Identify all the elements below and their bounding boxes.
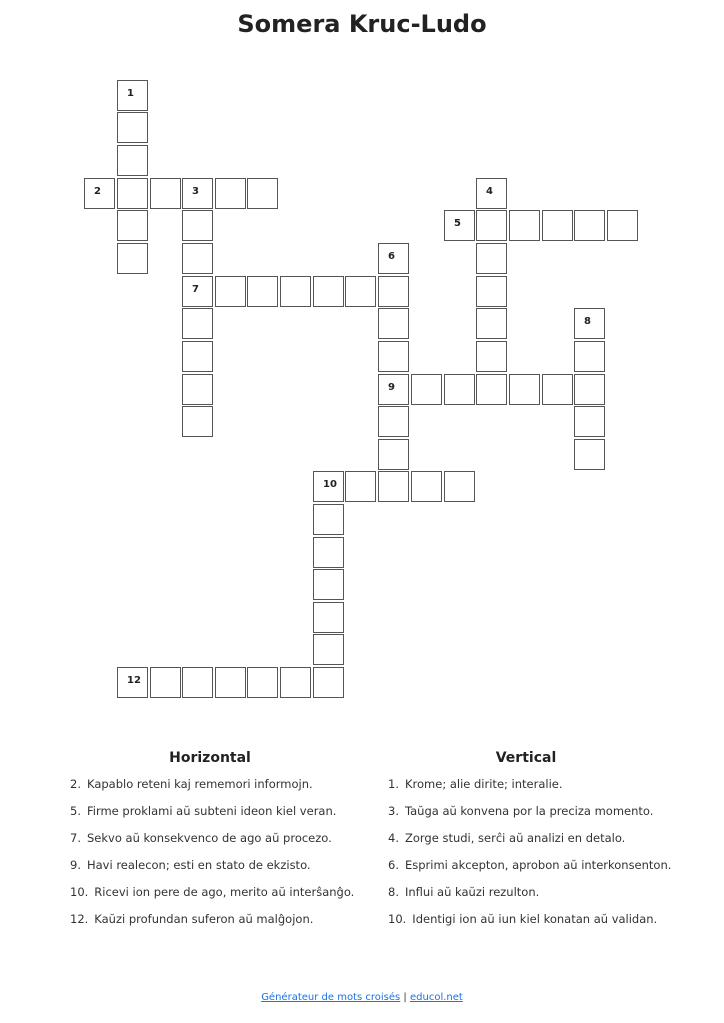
grid-cell[interactable] bbox=[378, 308, 409, 339]
grid-cell[interactable] bbox=[182, 341, 213, 372]
grid-cell[interactable] bbox=[182, 667, 213, 698]
clue-number: 2 bbox=[94, 186, 101, 197]
clue-item: 5. Firme proklami aŭ subteni ideon kiel veran. bbox=[70, 804, 337, 818]
grid-cell[interactable] bbox=[378, 276, 409, 307]
grid-cell[interactable] bbox=[574, 210, 605, 241]
grid-cell[interactable] bbox=[117, 178, 148, 209]
clue-item: 6. Esprimi akcepton, aprobon aŭ interkonsenton. bbox=[388, 858, 672, 872]
grid-cell[interactable] bbox=[345, 471, 376, 502]
grid-cell[interactable] bbox=[476, 210, 507, 241]
grid-cell[interactable] bbox=[378, 406, 409, 437]
grid-cell[interactable] bbox=[378, 439, 409, 470]
grid-cell[interactable] bbox=[378, 243, 409, 274]
grid-cell[interactable] bbox=[247, 178, 278, 209]
grid-cell[interactable] bbox=[313, 602, 344, 633]
grid-cell[interactable] bbox=[378, 341, 409, 372]
clue-number: 1 bbox=[127, 88, 134, 99]
clue-number: 12 bbox=[127, 675, 141, 686]
site-link[interactable]: educol.net bbox=[409, 992, 463, 1003]
grid-cell[interactable] bbox=[182, 406, 213, 437]
grid-cell[interactable] bbox=[509, 210, 540, 241]
page-title: Somera Kruc-Ludo bbox=[237, 10, 487, 38]
grid-cell[interactable] bbox=[476, 308, 507, 339]
grid-cell[interactable] bbox=[444, 471, 475, 502]
grid-cell[interactable] bbox=[444, 210, 475, 241]
grid-cell[interactable] bbox=[280, 276, 311, 307]
grid-cell[interactable] bbox=[182, 210, 213, 241]
grid-cell[interactable] bbox=[411, 374, 442, 405]
clue-item: 4. Zorge studi, serĉi aŭ analizi en detalo. bbox=[388, 831, 626, 845]
grid-cell[interactable] bbox=[313, 537, 344, 568]
grid-cell[interactable] bbox=[476, 341, 507, 372]
grid-cell[interactable] bbox=[117, 243, 148, 274]
grid-cell[interactable] bbox=[345, 276, 376, 307]
grid-cell[interactable] bbox=[411, 471, 442, 502]
clue-item: 9. Havi realecon; esti en stato de ekzisto. bbox=[70, 858, 311, 872]
grid-cell[interactable] bbox=[84, 178, 115, 209]
clue-number: 10 bbox=[323, 479, 337, 490]
grid-cell[interactable] bbox=[574, 341, 605, 372]
grid-cell[interactable] bbox=[215, 178, 246, 209]
horizontal-clues bbox=[70, 750, 355, 938]
grid-cell[interactable] bbox=[117, 145, 148, 176]
grid-cell[interactable] bbox=[182, 243, 213, 274]
grid-cell[interactable] bbox=[313, 276, 344, 307]
grid-cell[interactable] bbox=[509, 374, 540, 405]
grid-cell[interactable] bbox=[574, 308, 605, 339]
clue-item: 2. Kapablo reteni kaj rememori informojn. bbox=[70, 777, 313, 791]
grid-cell[interactable] bbox=[607, 210, 638, 241]
grid-cell[interactable] bbox=[247, 667, 278, 698]
grid-cell[interactable] bbox=[313, 471, 344, 502]
grid-cell[interactable] bbox=[574, 374, 605, 405]
grid-cell[interactable] bbox=[313, 504, 344, 535]
clue-number: 8 bbox=[584, 316, 591, 327]
clue-item: 3. Taŭga aŭ konvena por la preciza momento. bbox=[388, 804, 654, 818]
clue-item: 10. Ricevi ion pere de ago, merito aŭ interŝanĝo. bbox=[70, 885, 355, 899]
grid-cell[interactable] bbox=[150, 178, 181, 209]
grid-cell[interactable] bbox=[313, 667, 344, 698]
clue-number: 5 bbox=[454, 218, 461, 229]
footer-separator: | bbox=[403, 992, 407, 1003]
grid-cell[interactable] bbox=[117, 210, 148, 241]
grid-cell[interactable] bbox=[378, 471, 409, 502]
grid-cell[interactable] bbox=[313, 634, 344, 665]
grid-cell[interactable] bbox=[574, 439, 605, 470]
grid-cell[interactable] bbox=[182, 308, 213, 339]
grid-cell[interactable] bbox=[476, 243, 507, 274]
grid-cell[interactable] bbox=[215, 667, 246, 698]
grid-cell[interactable] bbox=[117, 667, 148, 698]
grid-cell[interactable] bbox=[117, 80, 148, 111]
grid-cell[interactable] bbox=[215, 276, 246, 307]
footer bbox=[0, 992, 724, 1003]
grid-cell[interactable] bbox=[444, 374, 475, 405]
clue-item: 8. Influi aŭ kaŭzi rezulton. bbox=[388, 885, 540, 899]
clue-number: 4 bbox=[486, 186, 493, 197]
clue-item: 10. Identigi ion aŭ iun kiel konatan aŭ validan. bbox=[388, 912, 658, 926]
clue-item: 1. Krome; alie dirite; interalie. bbox=[388, 777, 563, 791]
clue-number: 3 bbox=[192, 186, 199, 197]
clue-item: 7. Sekvo aŭ konsekvenco de ago aŭ procezo. bbox=[70, 831, 332, 845]
grid-cell[interactable] bbox=[117, 112, 148, 143]
grid-cell[interactable] bbox=[378, 374, 409, 405]
grid-cell[interactable] bbox=[313, 569, 344, 600]
clue-number: 6 bbox=[388, 251, 395, 262]
grid-cell[interactable] bbox=[542, 374, 573, 405]
clue-item: 12. Kaŭzi profundan suferon aŭ malĝojon. bbox=[70, 912, 314, 926]
vertical-clues bbox=[388, 750, 688, 938]
grid-cell[interactable] bbox=[476, 178, 507, 209]
grid-cell[interactable] bbox=[150, 667, 181, 698]
grid-cell[interactable] bbox=[182, 276, 213, 307]
grid-cell[interactable] bbox=[574, 406, 605, 437]
grid-cell[interactable] bbox=[182, 178, 213, 209]
grid-cell[interactable] bbox=[476, 374, 507, 405]
grid-cell[interactable] bbox=[280, 667, 311, 698]
grid-cell[interactable] bbox=[247, 276, 278, 307]
grid-cell[interactable] bbox=[476, 276, 507, 307]
clue-number: 7 bbox=[192, 284, 199, 295]
vertical-heading: Vertical bbox=[495, 750, 557, 766]
grid-cell[interactable] bbox=[542, 210, 573, 241]
grid-cell[interactable] bbox=[182, 374, 213, 405]
horizontal-heading: Horizontal bbox=[169, 750, 251, 766]
clue-number: 9 bbox=[388, 382, 395, 393]
generator-link[interactable]: Générateur de mots croisés bbox=[261, 992, 401, 1003]
